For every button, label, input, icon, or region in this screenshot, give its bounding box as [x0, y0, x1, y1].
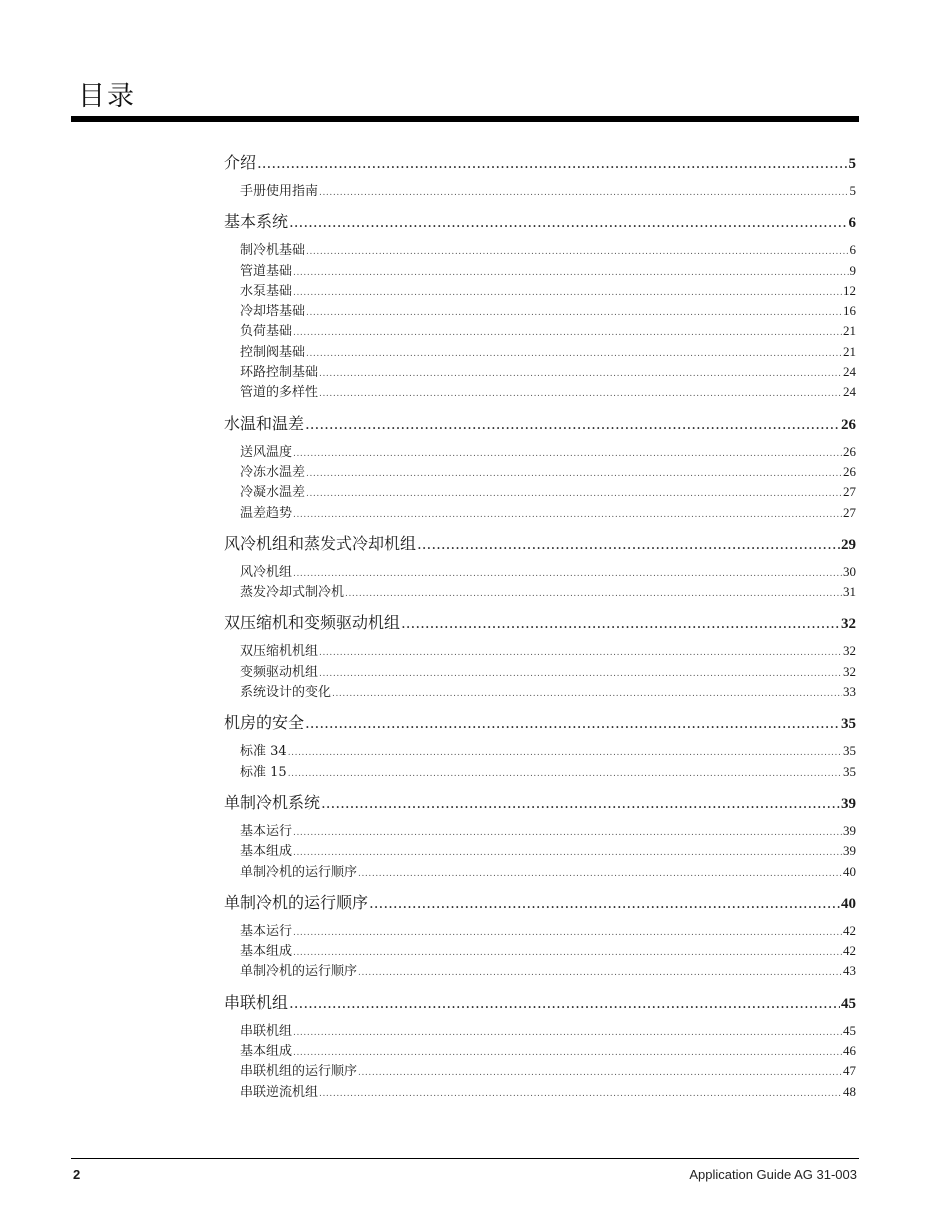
toc-sub-page: 39: [843, 843, 856, 859]
dot-leader: [289, 994, 840, 1012]
toc-sub-title: 双压缩机机组: [240, 644, 319, 660]
dot-leader: [293, 828, 842, 838]
toc-main-entry[interactable]: [224, 531, 856, 555]
toc-main-page: 40: [841, 895, 856, 912]
toc-sub-title: 水泵基础: [240, 283, 293, 299]
dot-leader: [358, 1068, 842, 1078]
toc-sub-entry[interactable]: [240, 239, 856, 259]
toc-sub-title: 送风温度: [240, 444, 293, 460]
toc-section: [224, 411, 856, 522]
toc-sub-list: [224, 441, 856, 522]
dot-leader: [306, 489, 842, 499]
dot-leader: [358, 869, 842, 879]
toc-section: [224, 150, 856, 200]
dot-leader: [293, 1048, 842, 1058]
toc-sub-entry[interactable]: [240, 840, 856, 860]
dot-leader: [319, 1089, 842, 1099]
toc-sub-title: 串联逆流机组: [240, 1084, 319, 1100]
toc-sub-entry[interactable]: [240, 920, 856, 940]
toc-sub-entry[interactable]: [240, 861, 856, 881]
toc-sub-title: 管道基础: [240, 263, 293, 279]
toc-sub-page: 40: [843, 863, 856, 879]
dot-leader: [293, 288, 842, 298]
toc-sub-title: 冷却塔基础: [240, 304, 306, 320]
dot-leader: [293, 928, 842, 938]
toc-sub-title: 管道的多样性: [240, 385, 319, 401]
toc-main-page: 26: [841, 416, 856, 433]
toc-sub-entry[interactable]: [240, 260, 856, 280]
dot-leader: [288, 748, 842, 758]
toc-sub-page: 39: [843, 822, 856, 838]
toc-main-title: 单制冷机的运行顺序: [224, 892, 369, 912]
toc-sub-page: 26: [843, 443, 856, 459]
toc-sub-title: 基本运行: [240, 823, 293, 839]
toc-sub-entry[interactable]: [240, 1060, 856, 1080]
dot-leader: [319, 369, 842, 379]
dot-leader: [293, 328, 842, 338]
toc-section: [224, 890, 856, 981]
toc-sub-title: 串联机组的运行顺序: [240, 1064, 358, 1080]
toc-sub-title: 温差趋势: [240, 505, 293, 521]
dot-leader: [293, 848, 842, 858]
toc-sub-page: 24: [843, 364, 856, 380]
toc-sub-page: 24: [843, 384, 856, 400]
toc-main-entry[interactable]: [224, 209, 856, 233]
toc-sub-list: [224, 820, 856, 881]
toc-main-entry[interactable]: [224, 710, 856, 734]
toc-sub-page: 35: [843, 743, 856, 759]
table-of-contents: [224, 150, 856, 1110]
toc-section: [224, 610, 856, 701]
footer-page-number: 2: [73, 1167, 81, 1182]
toc-sub-title: 变频驱动机组: [240, 664, 319, 680]
dot-leader: [305, 415, 840, 433]
toc-sub-page: 47: [843, 1063, 856, 1079]
dot-leader: [358, 968, 842, 978]
dot-leader: [401, 614, 840, 632]
dot-leader: [319, 389, 842, 399]
toc-sub-list: [224, 920, 856, 981]
dot-leader: [293, 948, 842, 958]
toc-main-title: 基本系统: [224, 212, 289, 232]
dot-leader: [289, 213, 847, 231]
toc-sub-page: 42: [843, 922, 856, 938]
page-title: 目录: [78, 81, 136, 112]
dot-leader: [332, 689, 842, 699]
title-rule: [71, 116, 859, 122]
toc-sub-entry[interactable]: [240, 940, 856, 960]
toc-sub-title: 标准 15: [240, 764, 287, 780]
toc-sub-title: 手册使用指南: [240, 184, 319, 199]
toc-sub-title: 基本组成: [240, 844, 293, 860]
toc-sub-title: 冷冻水温差: [240, 464, 306, 480]
toc-sub-page: 27: [843, 504, 856, 520]
dot-leader: [319, 188, 848, 198]
dot-leader: [293, 510, 842, 520]
dot-leader: [306, 247, 848, 257]
toc-sub-page: 35: [843, 763, 856, 779]
toc-main-page: 32: [841, 616, 856, 633]
toc-main-page: 5: [848, 156, 856, 172]
toc-sub-entry[interactable]: [240, 320, 856, 340]
toc-sub-page: 21: [843, 343, 856, 359]
toc-sub-title: 基本组成: [240, 944, 293, 960]
toc-sub-entry[interactable]: [240, 381, 856, 401]
toc-sub-page: 46: [843, 1043, 856, 1059]
toc-sub-page: 42: [843, 943, 856, 959]
toc-sub-entry[interactable]: [240, 1020, 856, 1040]
dot-leader: [293, 569, 842, 579]
toc-sub-page: 16: [843, 303, 856, 319]
toc-sub-entry[interactable]: [240, 581, 856, 601]
dot-leader: [257, 154, 847, 172]
toc-sub-page: 32: [843, 643, 856, 659]
toc-sub-entry[interactable]: [240, 441, 856, 461]
dot-leader: [306, 469, 842, 479]
toc-sub-title: 控制阀基础: [240, 344, 306, 360]
toc-main-title: 风冷机组和蒸发式冷却机组: [224, 533, 417, 553]
toc-sub-title: 标准 34: [240, 744, 287, 760]
toc-sub-entry[interactable]: [240, 481, 856, 501]
toc-sub-entry[interactable]: [240, 740, 856, 760]
toc-sub-entry[interactable]: [240, 361, 856, 381]
dot-leader: [321, 794, 840, 812]
toc-sub-title: 冷凝水温差: [240, 485, 306, 501]
toc-sub-page: 27: [843, 484, 856, 500]
toc-sub-list: [224, 640, 856, 701]
toc-sub-title: 环路控制基础: [240, 365, 319, 381]
toc-sub-page: 9: [849, 262, 856, 278]
toc-section: [224, 990, 856, 1101]
toc-main-page: 35: [841, 716, 856, 733]
dot-leader: [417, 535, 840, 553]
toc-sub-page: 31: [843, 584, 856, 600]
toc-main-entry[interactable]: [224, 790, 856, 814]
toc-sub-entry[interactable]: [240, 681, 856, 701]
toc-main-title: 串联机组: [224, 992, 289, 1012]
footer-rule: [71, 1158, 859, 1159]
toc-sub-entry[interactable]: [240, 960, 856, 980]
toc-sub-title: 风冷机组: [240, 564, 293, 580]
toc-sub-page: 48: [843, 1083, 856, 1099]
dot-leader: [293, 1028, 842, 1038]
toc-sub-page: 32: [843, 663, 856, 679]
toc-main-page: 6: [848, 215, 856, 232]
toc-sub-list: [224, 1020, 856, 1101]
toc-sub-page: 6: [849, 242, 856, 258]
toc-sub-page: 12: [843, 282, 856, 298]
dot-leader: [369, 894, 840, 912]
toc-main-title: 双压缩机和变频驱动机组: [224, 613, 401, 633]
toc-section: [224, 209, 856, 401]
toc-main-title: 水温和温差: [224, 413, 305, 433]
toc-section: [224, 790, 856, 881]
toc-sub-list: [224, 239, 856, 401]
toc-main-page: 39: [841, 795, 856, 812]
toc-sub-page: 5: [849, 183, 856, 198]
toc-sub-title: 串联机组: [240, 1023, 293, 1039]
toc-sub-list: [224, 740, 856, 781]
toc-main-page: 45: [841, 995, 856, 1012]
toc-sub-page: 43: [843, 963, 856, 979]
toc-sub-title: 基本组成: [240, 1044, 293, 1060]
toc-sub-title: 蒸发冷却式制冷机: [240, 585, 345, 601]
toc-sub-entry[interactable]: [240, 661, 856, 681]
toc-sub-page: 30: [843, 563, 856, 579]
toc-sub-page: 21: [843, 323, 856, 339]
toc-sub-entry[interactable]: [240, 1081, 856, 1101]
toc-sub-entry[interactable]: [240, 280, 856, 300]
toc-sub-page: 33: [843, 684, 856, 700]
toc-main-entry[interactable]: [224, 150, 856, 174]
toc-sub-title: 单制冷机的运行顺序: [240, 864, 358, 880]
dot-leader: [306, 349, 842, 359]
dot-leader: [306, 308, 842, 318]
toc-sub-page: 26: [843, 463, 856, 479]
toc-sub-page: 45: [843, 1022, 856, 1038]
toc-section: [224, 531, 856, 602]
toc-main-entry[interactable]: [224, 890, 856, 914]
toc-main-page: 29: [841, 536, 856, 553]
toc-section: [224, 710, 856, 781]
toc-sub-title: 系统设计的变化: [240, 685, 332, 701]
toc-main-title: 单制冷机系统: [224, 792, 321, 812]
dot-leader: [288, 769, 842, 779]
dot-leader: [293, 449, 842, 459]
toc-sub-entry[interactable]: [240, 300, 856, 320]
dot-leader: [305, 714, 840, 732]
toc-sub-entry[interactable]: [240, 180, 856, 200]
toc-main-entry[interactable]: [224, 411, 856, 435]
toc-main-title: 介绍: [224, 153, 257, 172]
toc-sub-list: [224, 180, 856, 200]
toc-sub-title: 基本运行: [240, 923, 293, 939]
toc-sub-entry[interactable]: [240, 561, 856, 581]
toc-sub-list: [224, 561, 856, 602]
toc-main-entry[interactable]: [224, 610, 856, 634]
toc-sub-entry[interactable]: [240, 502, 856, 522]
toc-sub-entry[interactable]: [240, 761, 856, 781]
toc-main-entry[interactable]: [224, 990, 856, 1014]
footer-guide-title: Application Guide AG 31-003: [689, 1167, 857, 1182]
toc-sub-entry[interactable]: [240, 820, 856, 840]
toc-sub-title: 负荷基础: [240, 324, 293, 340]
toc-sub-entry[interactable]: [240, 1040, 856, 1060]
toc-sub-title: 制冷机基础: [240, 243, 306, 259]
toc-sub-entry[interactable]: [240, 640, 856, 660]
dot-leader: [345, 589, 842, 599]
toc-main-title: 机房的安全: [224, 713, 305, 733]
toc-sub-entry[interactable]: [240, 341, 856, 361]
dot-leader: [319, 669, 842, 679]
toc-sub-title: 单制冷机的运行顺序: [240, 964, 358, 980]
toc-sub-entry[interactable]: [240, 461, 856, 481]
dot-leader: [293, 268, 848, 278]
dot-leader: [319, 648, 842, 658]
